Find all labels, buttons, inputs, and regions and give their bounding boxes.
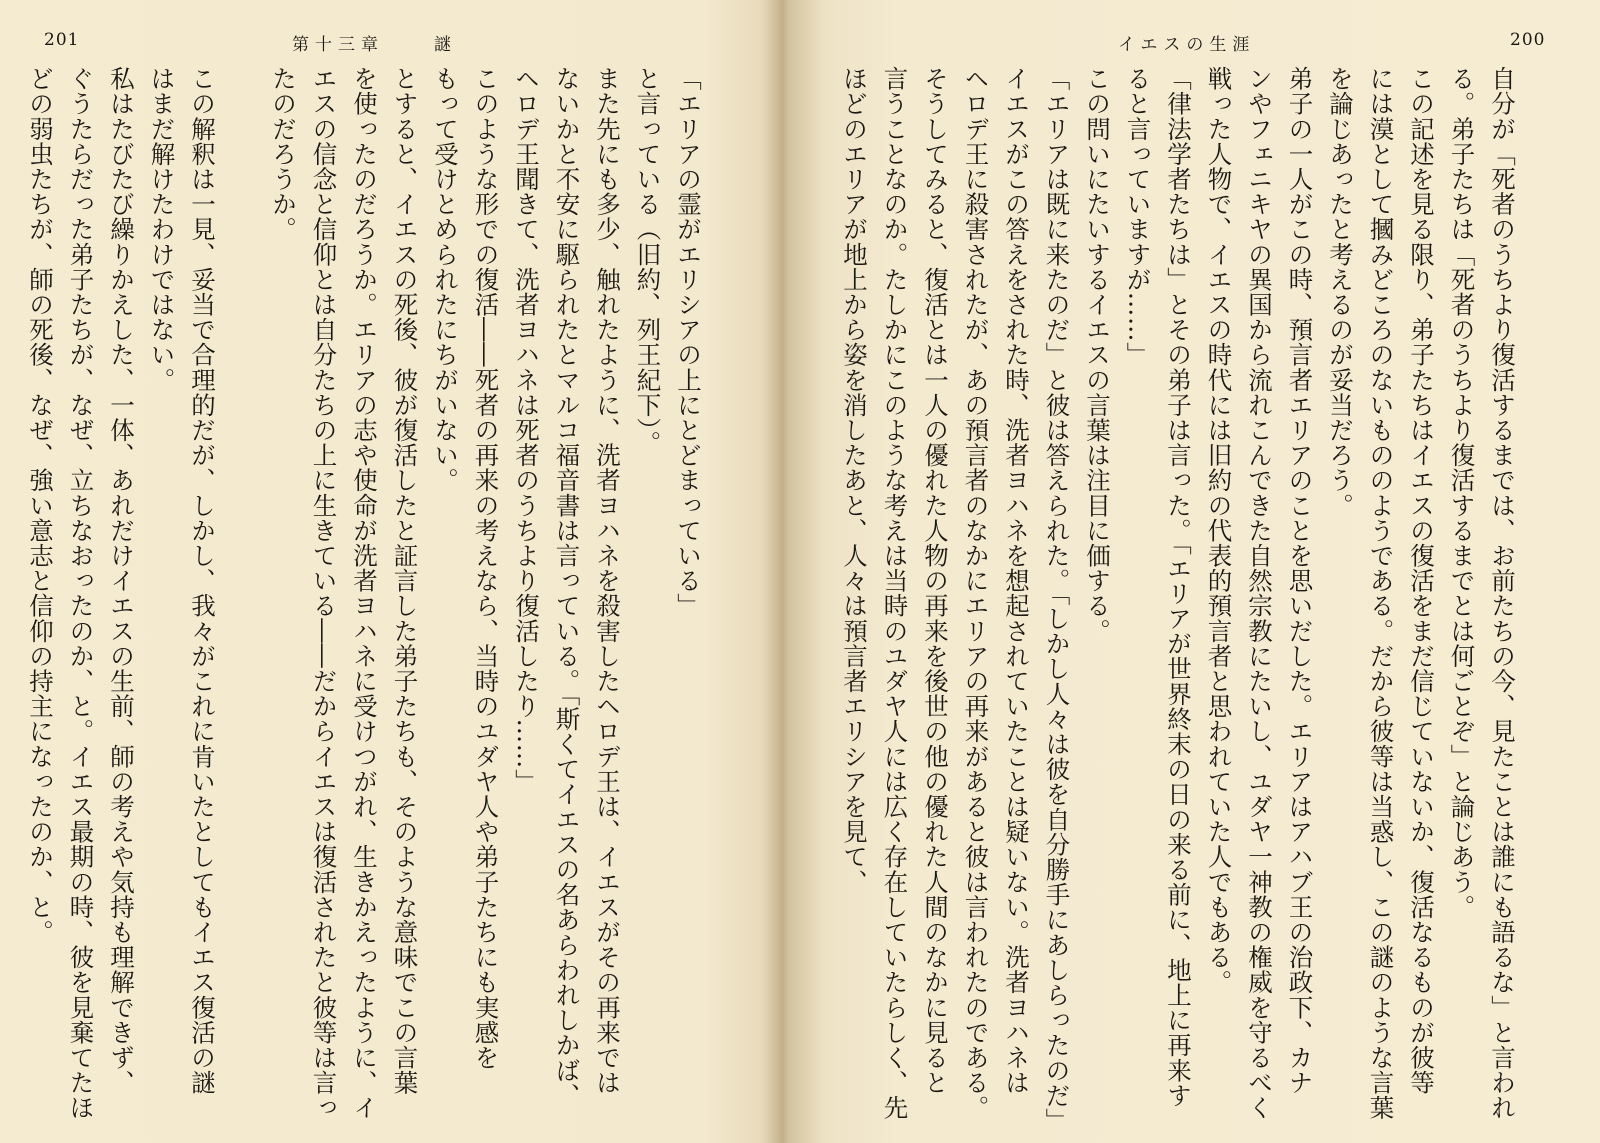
text-line: たのだろうか。	[269, 66, 298, 242]
text-line: 言うことなのか。たしかにこのような考えは当時のユダヤ人には広く存在していたらしく、先	[880, 66, 910, 1121]
text-line: 戦った人物で、イエスの時代には旧約の代表的預言者と思われていた人でもある。	[1204, 66, 1234, 995]
text-line: 自分が「死者のうちより復活するまでは、お前たちの今、見たことは誰にも語るな」と言われ	[1488, 66, 1517, 1121]
text-line: もって受けとめられたにちがいない。	[431, 66, 460, 493]
text-line: と言っている（旧約、列王紀下）。	[633, 66, 663, 456]
text-line: エスの信念と信仰とは自分たちの上に生きている――だからイエスは復活されたと彼等は言っ	[309, 66, 339, 1121]
text-line: ほどのエリアが地上から姿を消したあと、人々は預言者エリシアを見て、	[840, 66, 869, 895]
text-line: 私はたびたび繰りかえした、一体、あれだけイエスの生前、師の考えや気持も理解できず、	[107, 66, 136, 1096]
text-line: ンやフェニキヤの異国から流れこんできた自然宗教にたいし、ユダヤ一神教の権威を守るべく	[1245, 66, 1274, 1121]
text-line: 「エリアの霊がエリシアの上にとどまっている」	[674, 66, 703, 619]
text-line: この記述を見る限り、弟子たちはイエスの復活をまだ信じていないか、復活なるものが彼等	[1407, 66, 1436, 1096]
page-number-left: 201	[44, 30, 80, 50]
text-line: る。弟子たちは「死者のうちより復活するまでとは何ごとぞ」と論じあう。	[1447, 66, 1477, 920]
text-line: ないかと不安に駆られたとマルコ福音書は言っている。「斯くてイエスの名あらわれしかば、	[552, 66, 582, 1108]
text-line: どの弱虫たちが、師の死後、なぜ、強い意志と信仰の持主になったのか、と。	[26, 66, 55, 945]
text-line: この問いにたいするイエスの言葉は注目に価する。	[1083, 66, 1112, 644]
text-line: ヘロデ王聞きて、洗者ヨハネは死者のうちより復活したり……」	[512, 66, 541, 794]
left-page-body	[20, 66, 709, 1121]
text-line: ヘロデ王に殺害されたが、あの預言者のなかにエリアの再来があると彼は言われたのである。	[961, 66, 991, 1121]
chapter-number: 第十三章	[292, 35, 384, 55]
text-line: はまだ解けたわけではない。	[147, 66, 177, 393]
right-page-body	[834, 66, 1523, 1134]
text-line: このような形での復活――死者の再来の考えなら、当時のユダヤ人や弟子たちにも実感を	[471, 66, 501, 1070]
left-page	[0, 0, 780, 1143]
text-line: 弟子の一人がこの時、預言者エリアのことを思いだした。エリアはアハブ王の治政下、カナ	[1285, 66, 1315, 1096]
text-line: 「エリアは既に来たのだ」と彼は答えられた。「しかし人々は彼を自分勝手にあしらったのだ」	[1042, 66, 1072, 1134]
text-line: には漠として摑みどころのないもののようである。だから彼等は当惑し、この謎のような言葉	[1366, 66, 1396, 1121]
page-number-right: 200	[1510, 30, 1546, 50]
text-line: とすると、イエスの死後、彼が復活したと証言した弟子たちも、そのような意味でこの言葉	[390, 66, 420, 1096]
text-line: 「律法学者たちは」とその弟子は言った。「エリアが世界終末の日の来る前に、地上に再来す	[1164, 66, 1193, 1108]
text-line: を使ったのだろうか。エリアの志や使命が洗者ヨハネに受けつがれ、生きかえったように、イ	[350, 66, 379, 1121]
text-line: そうしてみると、復活とは一人の優れた人物の再来を後世の他の優れた人間のなかに見ると	[921, 66, 950, 1096]
text-line: を論じあったと考えるのが妥当だろう。	[1326, 66, 1355, 518]
text-line: ると言っていますが……」	[1123, 66, 1153, 368]
text-line: ぐうたらだった弟子たちが、なぜ、立ちなおったのか、と。イエス最期の時、彼を見棄てたほ	[66, 66, 96, 1121]
text-line: この解釈は一見、妥当で合理的だが、しかし、我々がこれに肯いたとしてもイエス復活の謎	[188, 66, 217, 1096]
text-line: また先にも多少、触れたように、洗者ヨハネを殺害したヘロデ王は、イエスがその再来では	[593, 66, 622, 1096]
chapter-title: 謎	[434, 35, 457, 55]
right-page	[780, 0, 1600, 1143]
text-line: イエスがこの答えをされた時、洗者ヨハネを想起されていたことは疑いない。洗者ヨハネは	[1002, 66, 1031, 1096]
running-head: イエスの生涯	[1118, 35, 1256, 55]
